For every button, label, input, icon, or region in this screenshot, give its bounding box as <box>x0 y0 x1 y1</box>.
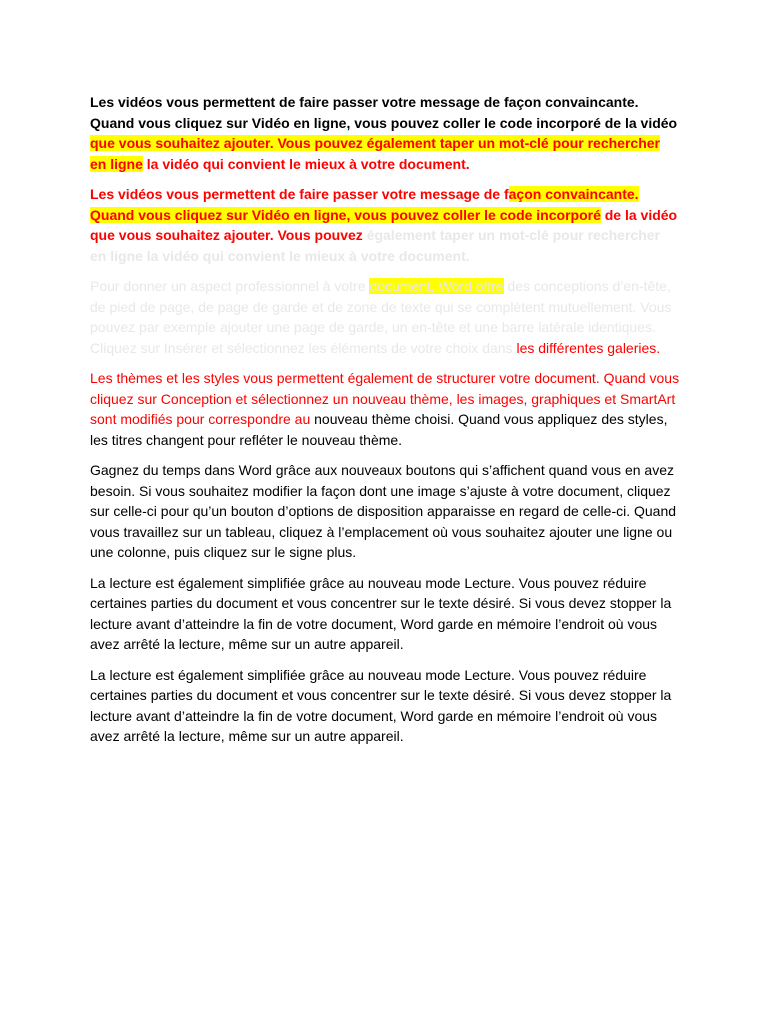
paragraph-3 <box>90 276 680 358</box>
paragraph-3-run-highlighted: document, Word offre <box>369 278 504 294</box>
paragraph-7: La lecture est également simplifiée grâce au nouveau mode Lecture. Vous pouvez réduire certaines parties du document et vous concentrer sur le texte désiré. Si vous devez stopper la lecture avant d’atteindre la fin de votre document, Word garde en mémoire l’endroit où vous avez arrêté la lecture, même sur un autre appareil. <box>90 666 672 744</box>
paragraph-3-run-red: les différentes galeries. <box>516 339 661 356</box>
paragraph-3-run-faded-2: des conceptions d’en-tête, de pied de page, de page de garde et de zone de texte qui se complètent mutuellement. Vous pouvez par exemple ajouter une page de garde, un en-tête et une barre latérale identiques. Cliquez sur Insérer et sélectionnez les éléments de votre choix dans <box>90 278 672 356</box>
paragraph-1-run-black: Les vidéos vous permettent de faire passer votre message de façon convaincante. Quand vous cliquez sur Vidéo en ligne, vous pouvez coller le code incorporé de la vidéo <box>90 94 678 131</box>
paragraph-2-run-highlighted: açon convaincante. Quand vous cliquez sur Vidéo en ligne, vous pouvez coller le code incorporé <box>90 186 639 223</box>
paragraph-2-run-red-2: de la vidéo que vous souhaitez ajouter. Vous pouvez <box>90 206 678 243</box>
document-page <box>90 92 680 757</box>
paragraph-4-run-red: Les thèmes et les styles vous permettent également de structurer votre document. Quand vous cliquez sur Conception et sélectionnez un nouveau thème, les images, graphiques et SmartArt sont modifiés pour correspondre au <box>90 370 680 427</box>
paragraph-1-run-highlighted: que vous souhaitez ajouter. Vous pouvez également taper un mot-clé pour rechercher en ligne <box>90 135 660 172</box>
paragraph-5: Gagnez du temps dans Word grâce aux nouveaux boutons qui s’affichent quand vous en avez besoin. Si vous souhaitez modifier la façon dont une image s’ajuste à votre document, cliquez sur celle-ci pour qu’un bouton d’options de disposition apparaisse en regard de celle-ci. Quand vous travaillez sur un tableau, cliquez à l’emplacement où vous souhaitez ajouter une ligne ou une colonne, puis cliquez sur le signe plus. <box>90 462 677 560</box>
paragraph-2 <box>90 184 680 266</box>
paragraph-4-run-black: nouveau thème choisi. Quand vous appliquez des styles, les titres changent pour refléter le nouveau thème. <box>90 411 668 448</box>
paragraph-1 <box>90 92 680 174</box>
paragraph-6: La lecture est également simplifiée grâce au nouveau mode Lecture. Vous pouvez réduire certaines parties du document et vous concentrer sur le texte désiré. Si vous devez stopper la lecture avant d’atteindre la fin de votre document, Word garde en mémoire l’endroit où vous avez arrêté la lecture, même sur un autre appareil. <box>90 574 672 652</box>
paragraph-2-run-faded: également taper un mot-clé pour rechercher en ligne la vidéo qui convient le mieux à votre document. <box>90 227 660 264</box>
paragraph-1-run-red: la vidéo qui convient le mieux à votre document. <box>142 155 470 172</box>
paragraph-3-run-faded: Pour donner un aspect professionnel à votre <box>90 278 370 294</box>
paragraph-4 <box>90 368 680 450</box>
paragraph-2-run-red: Les vidéos vous permettent de faire passer votre message de f <box>90 186 509 202</box>
